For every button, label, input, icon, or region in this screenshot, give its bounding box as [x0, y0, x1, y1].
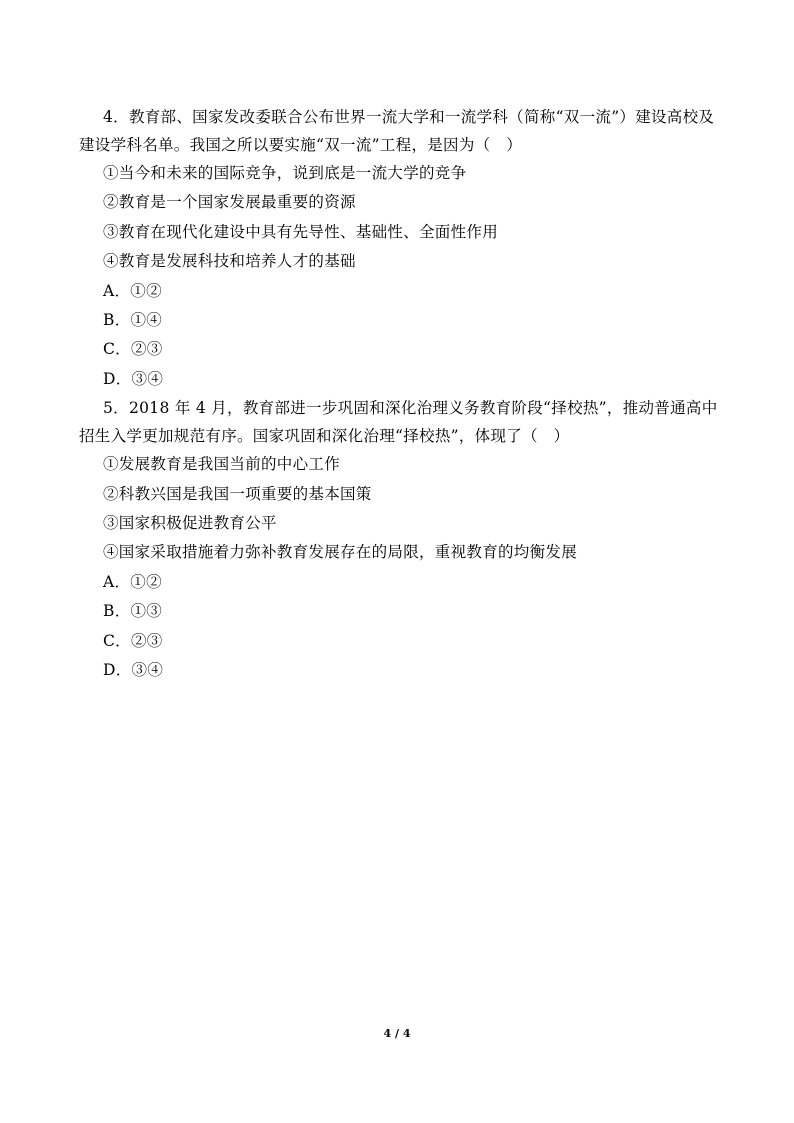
question-stem: 5．2018 年 4 月，教育部进一步巩固和深化治理义务教育阶段“择校热”，推动普通高中招生入学更加规范有序。国家巩固和深化治理“择校热”，体现了（ ）: [79, 399, 718, 446]
option-c: C．②③: [103, 340, 163, 359]
question-5: [79, 394, 719, 685]
statement-item: ④国家采取措施着力弥补教育发展存在的局限，重视教育的均衡发展: [103, 543, 578, 562]
option-a: A．①②: [103, 572, 162, 591]
question-stem: 4．教育部、国家发改委联合公布世界一流大学和一流学科（简称“双一流”）建设高校及建设学科名单。我国之所以要实施“双一流”工程，是因为（ ）: [79, 108, 715, 154]
page-content: [79, 103, 719, 686]
statement-list: [79, 450, 719, 568]
statement-item: ③教育在现代化建设中具有先导性、基础性、全面性作用: [103, 222, 499, 241]
option-a: A．①②: [103, 281, 162, 300]
option-list: [79, 568, 719, 686]
statement-item: ①当今和未来的国际竞争，说到底是一流大学的竞争: [103, 164, 467, 182]
statement-item: ②教育是一个国家发展最重要的资源: [103, 193, 356, 212]
option-b: B．①③: [103, 602, 163, 621]
statement-item: ③国家积极促进教育公平: [103, 514, 277, 533]
option-b: B．①④: [103, 311, 163, 330]
statement-item: ④教育是发展科技和培养人才的基础: [103, 252, 356, 271]
page-number: 4 / 4: [383, 1027, 411, 1040]
option-d: D．③④: [103, 369, 164, 388]
question-4: [79, 103, 719, 394]
option-list: [79, 277, 719, 395]
statement-list: [79, 159, 719, 277]
statement-item: ②科教兴国是我国一项重要的基本国策: [103, 484, 372, 503]
option-c: C．②③: [103, 631, 163, 650]
statement-item: ①发展教育是我国当前的中心工作: [103, 455, 341, 474]
option-d: D．③④: [103, 661, 164, 680]
